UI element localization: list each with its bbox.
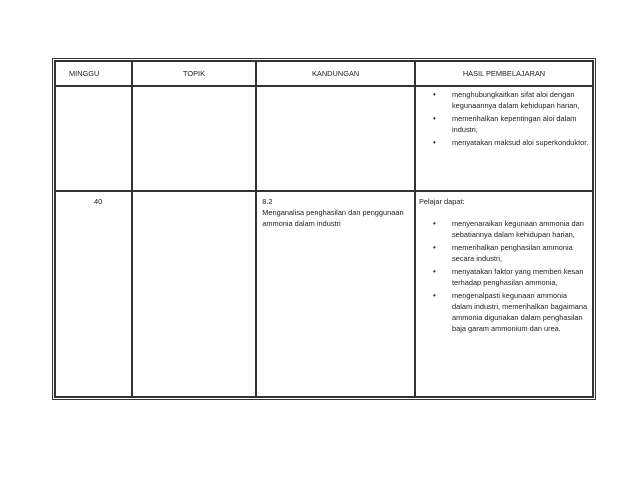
list-item	[419, 242, 589, 264]
hasil-list	[419, 218, 589, 334]
bullet-dot-icon: •	[432, 138, 436, 147]
list-item-text: menyatakan faktor yang memberi kesan terhadap penghasilan ammonia,	[451, 267, 584, 287]
list-item-text: menghubungkaitkan sifat aloi dengan kegunaannya dalam kehidupan harian,	[451, 90, 580, 110]
list-item-text: menyatakan maksud aloi superkonduktor.	[451, 138, 589, 147]
list-item-text: memerihalkan kepentingan aloi dalam industri,	[451, 114, 577, 134]
bullet-dot-icon: •	[432, 291, 436, 300]
bullet-dot-icon: •	[432, 219, 436, 228]
list-item	[419, 290, 589, 334]
hasil-intro: Pelajar dapat:	[418, 197, 465, 206]
minggu-cell	[55, 86, 132, 191]
topik-cell	[132, 86, 256, 191]
list-item-text: memerihalkan penghasilan ammonia secara industri,	[451, 243, 573, 263]
list-item-text: menyenaraikan kegunaan ammonia dan sebatiannya dalam kehidupan harian,	[451, 219, 584, 239]
list-item	[419, 89, 589, 111]
header-kandungan: KANDUNGAN	[256, 61, 415, 86]
topik-cell	[132, 191, 256, 397]
kandungan-cell	[256, 86, 415, 191]
hasil-list	[419, 89, 589, 148]
list-item-text: mengenalpasti kegunaan ammonia dalam industri, memerihalkan bagaimana ammonia digunakan dalam penghasilan baja garam ammonium dan urea.	[451, 291, 588, 333]
kandungan-text: 8.2 Menganalisa penghasilan dan penggunaan ammonia dalam industri	[262, 197, 404, 228]
lesson-plan-table	[52, 58, 596, 400]
hasil-cell	[415, 191, 593, 397]
list-item	[419, 137, 589, 148]
table-header-row	[55, 61, 593, 86]
hasil-cell	[415, 86, 593, 191]
header-topik: TOPIK	[132, 61, 256, 86]
kandungan-cell	[256, 191, 415, 397]
header-hasil-pembelajaran: HASIL PEMBELAJARAN	[415, 61, 593, 86]
header-minggu: MINGGU	[55, 61, 132, 86]
list-item	[419, 266, 589, 288]
table-row	[55, 191, 593, 397]
minggu-cell: 40	[55, 191, 132, 397]
list-item	[419, 218, 589, 240]
bullet-dot-icon: •	[432, 114, 436, 123]
table-row	[55, 86, 593, 191]
bullet-dot-icon: •	[432, 243, 436, 252]
bullet-dot-icon: •	[432, 267, 436, 276]
bullet-dot-icon: •	[432, 90, 436, 99]
list-item	[419, 113, 589, 135]
